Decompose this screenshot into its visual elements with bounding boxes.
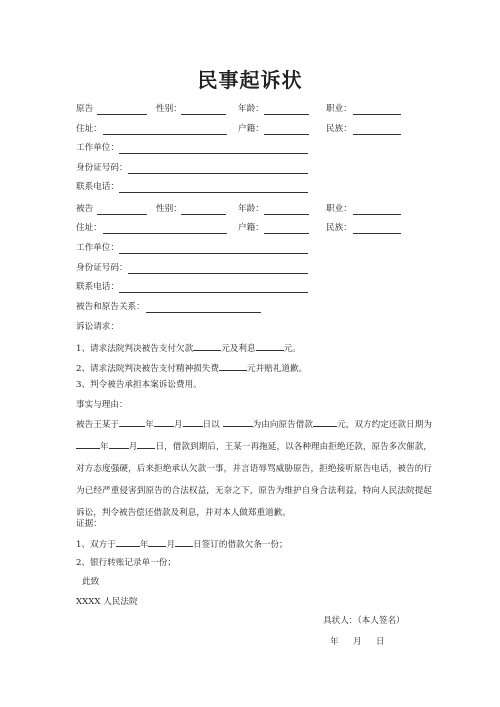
defendant-work-label: 工作单位： [76, 243, 119, 253]
claim-1-text-b: 元及利息 [221, 344, 256, 354]
plaintiff-work-field[interactable] [119, 153, 308, 154]
loan-day-field[interactable] [183, 417, 203, 427]
evidence-2: 2、银行转账记录单一份； [76, 558, 176, 568]
signer-label: 具状人：（本人签名） [323, 616, 405, 626]
defendant-id-label: 身份证号码： [76, 263, 128, 273]
defendant-ethnic-field[interactable] [353, 233, 401, 234]
facts-text-6: 元，双方约定还款日期为 [337, 420, 432, 430]
sign-date-month: 月 [353, 637, 362, 647]
loan-amount-field[interactable] [313, 417, 337, 427]
claim-2-text-a: 2、请求法院判决被告支付精神损失费 [76, 364, 219, 374]
document-title: 民事起诉状 [197, 68, 303, 92]
iou-day-field[interactable] [175, 537, 193, 547]
facts-text-5: 为由向原告借款 [252, 420, 314, 430]
relation-field[interactable] [146, 312, 261, 313]
plaintiff-ethnic-field[interactable] [353, 134, 401, 135]
loan-reason-field[interactable] [223, 417, 253, 427]
plaintiff-age-label: 年龄： [238, 104, 264, 114]
iou-year-field[interactable] [116, 537, 140, 547]
facts-text-2: 年 [145, 420, 154, 430]
defendant-name-label: 被告 [76, 204, 94, 214]
facts-text-9: 日，借款到期后，王某一再拖延，以各种理由拒绝还款，原告多次催款，对方态度强硬，后来拒绝承认欠款一事，并言语辱骂威胁原告，拒绝接听原告电话，被告的行为已经严重侵害到原告的合法权益，无奈之下，原告为维护自身合法利益，特向人民法院提起诉讼，判令被告偿还借款及利息，并对本人做郑重道歉。 [76, 442, 432, 518]
claim-2 [76, 361, 307, 375]
plaintiff-work-label: 工作单位： [76, 143, 119, 153]
defendant-gender-label: 性别： [156, 204, 182, 214]
claim-1 [76, 341, 301, 355]
defendant-address-label: 住址： [76, 223, 102, 233]
facts-paragraph [76, 414, 432, 524]
facts-heading: 事实与理由： [76, 400, 128, 410]
plaintiff-id-label: 身份证号码： [76, 163, 128, 173]
plaintiff-household-label: 户籍： [238, 124, 264, 134]
plaintiff-address-label: 住址： [76, 124, 102, 134]
defendant-household-label: 户籍： [238, 223, 264, 233]
defendant-job-field[interactable] [353, 214, 401, 215]
facts-text-4: 日以 [202, 420, 220, 430]
due-day-field[interactable] [137, 439, 155, 449]
defendant-work-field[interactable] [119, 253, 308, 254]
cizhi-text: 此致 [82, 577, 100, 587]
plaintiff-gender-label: 性别： [156, 104, 182, 114]
plaintiff-job-label: 职业： [326, 104, 352, 114]
plaintiff-name-label: 原告 [76, 104, 94, 114]
facts-text-3: 月 [173, 420, 183, 430]
claim-3: 3、判令被告承担本案诉讼费用。 [76, 380, 202, 390]
evidence-1-text-d: 日签订的借款欠条一份； [193, 540, 288, 550]
plaintiff-ethnic-label: 民族： [326, 124, 352, 134]
due-month-field[interactable] [109, 439, 129, 449]
claim-1-text-c: 元。 [283, 344, 301, 354]
evidence-1-text-c: 月 [166, 540, 176, 550]
evidence-1 [76, 537, 288, 551]
iou-month-field[interactable] [148, 537, 166, 547]
defendant-address-field[interactable] [103, 233, 227, 234]
court-name: XXXX 人民法院 [76, 597, 138, 607]
facts-text-1: 被告王某于 [76, 420, 120, 430]
plaintiff-name-field[interactable] [97, 114, 147, 115]
claim-1-text-a: 1、请求法院判决被告支付欠款 [76, 344, 194, 354]
defendant-id-field[interactable] [128, 273, 308, 274]
plaintiff-id-field[interactable] [128, 173, 308, 174]
defendant-phone-label: 联系电话： [76, 282, 119, 292]
defendant-age-label: 年龄： [238, 204, 264, 214]
defendant-age-field[interactable] [264, 214, 309, 215]
plaintiff-gender-field[interactable] [181, 114, 226, 115]
due-year-field[interactable] [76, 439, 100, 449]
facts-text-7: 年 [100, 442, 109, 452]
loan-year-field[interactable] [119, 417, 145, 427]
evidence-1-text-b: 年 [139, 540, 149, 550]
claim-2-text-b: 元并赔礼道歉。 [246, 364, 308, 374]
damages-amount-field[interactable] [219, 361, 247, 371]
relation-label: 被告和原告关系： [76, 302, 145, 312]
defendant-ethnic-label: 民族： [326, 223, 352, 233]
defendant-phone-field[interactable] [119, 292, 308, 293]
sign-date-day: 日 [376, 637, 385, 647]
plaintiff-address-field[interactable] [103, 134, 227, 135]
interest-amount-field[interactable] [256, 341, 284, 351]
evidence-heading: 证据： [76, 519, 102, 529]
defendant-gender-field[interactable] [181, 214, 226, 215]
plaintiff-household-field[interactable] [264, 134, 309, 135]
plaintiff-job-field[interactable] [353, 114, 401, 115]
plaintiff-age-field[interactable] [264, 114, 309, 115]
defendant-name-field[interactable] [97, 214, 147, 215]
defendant-household-field[interactable] [264, 233, 309, 234]
sign-date-year: 年 [330, 637, 339, 647]
plaintiff-phone-label: 联系电话： [76, 182, 119, 192]
facts-text-8: 月 [128, 442, 138, 452]
claims-heading: 诉讼请求： [76, 322, 119, 332]
loan-month-field[interactable] [154, 417, 174, 427]
debt-amount-field[interactable] [193, 341, 221, 351]
defendant-job-label: 职业： [326, 204, 352, 214]
evidence-1-text-a: 1、双方于 [76, 540, 116, 550]
plaintiff-phone-field[interactable] [119, 192, 308, 193]
